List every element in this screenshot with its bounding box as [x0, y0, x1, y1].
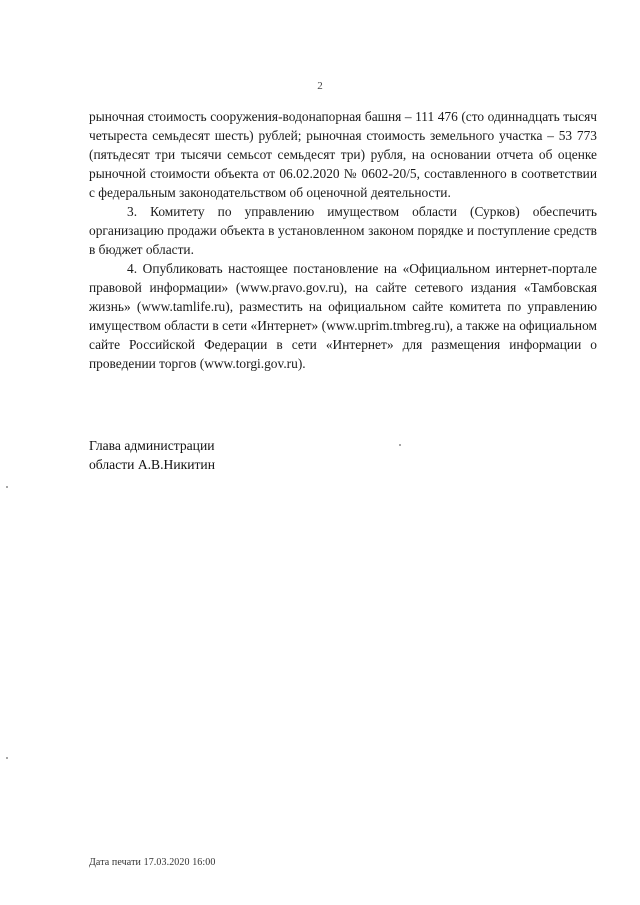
signature-block: [89, 436, 215, 474]
paragraph-valuation: рыночная стоимость сооружения-водонапорная башня – 111 476 (сто одиннадцать тысяч четыреста семьдесят шесть) рублей; рыночная стоимость земельного участка – 53 773 (пятьдесят три тысячи семьсот семьдесят три) рубля, на основании отчета об оценке рыночной стоимости объекта от 06.02.2020 № 0602-20/5, составленного в соответствии с федеральным законодательством об оценочной деятельности.: [89, 109, 597, 200]
signature-name: области А.В.Никитин: [89, 457, 215, 472]
paragraph-item-3: 3. Комитету по управлению имуществом области (Сурков) обеспечить организацию продажи объекта в установленном законом порядке и поступление средств в бюджет области.: [89, 204, 597, 257]
scan-speck: [6, 757, 8, 759]
scan-speck: [399, 444, 401, 446]
paragraph-item-4: 4. Опубликовать настоящее постановление на «Официальном интернет-портале правовой информации» (www.pravo.gov.ru), на сайте сетевого издания «Тамбовская жизнь» (www.tamlife.ru), разместить на официальном сайте комитета по управлению имуществом области в сети «Интернет» (www.uprim.tmbreg.ru), а также на официальном сайте Российской Федерации в сети «Интернет» для размещения информации о проведении торгов (www.torgi.gov.ru).: [89, 261, 597, 371]
document-body: [89, 107, 597, 373]
print-date: Дата печати 17.03.2020 16:00: [89, 857, 216, 868]
signature-title: Глава администрации: [89, 438, 215, 453]
page-number: 2: [317, 80, 323, 92]
scan-speck: [6, 486, 8, 488]
